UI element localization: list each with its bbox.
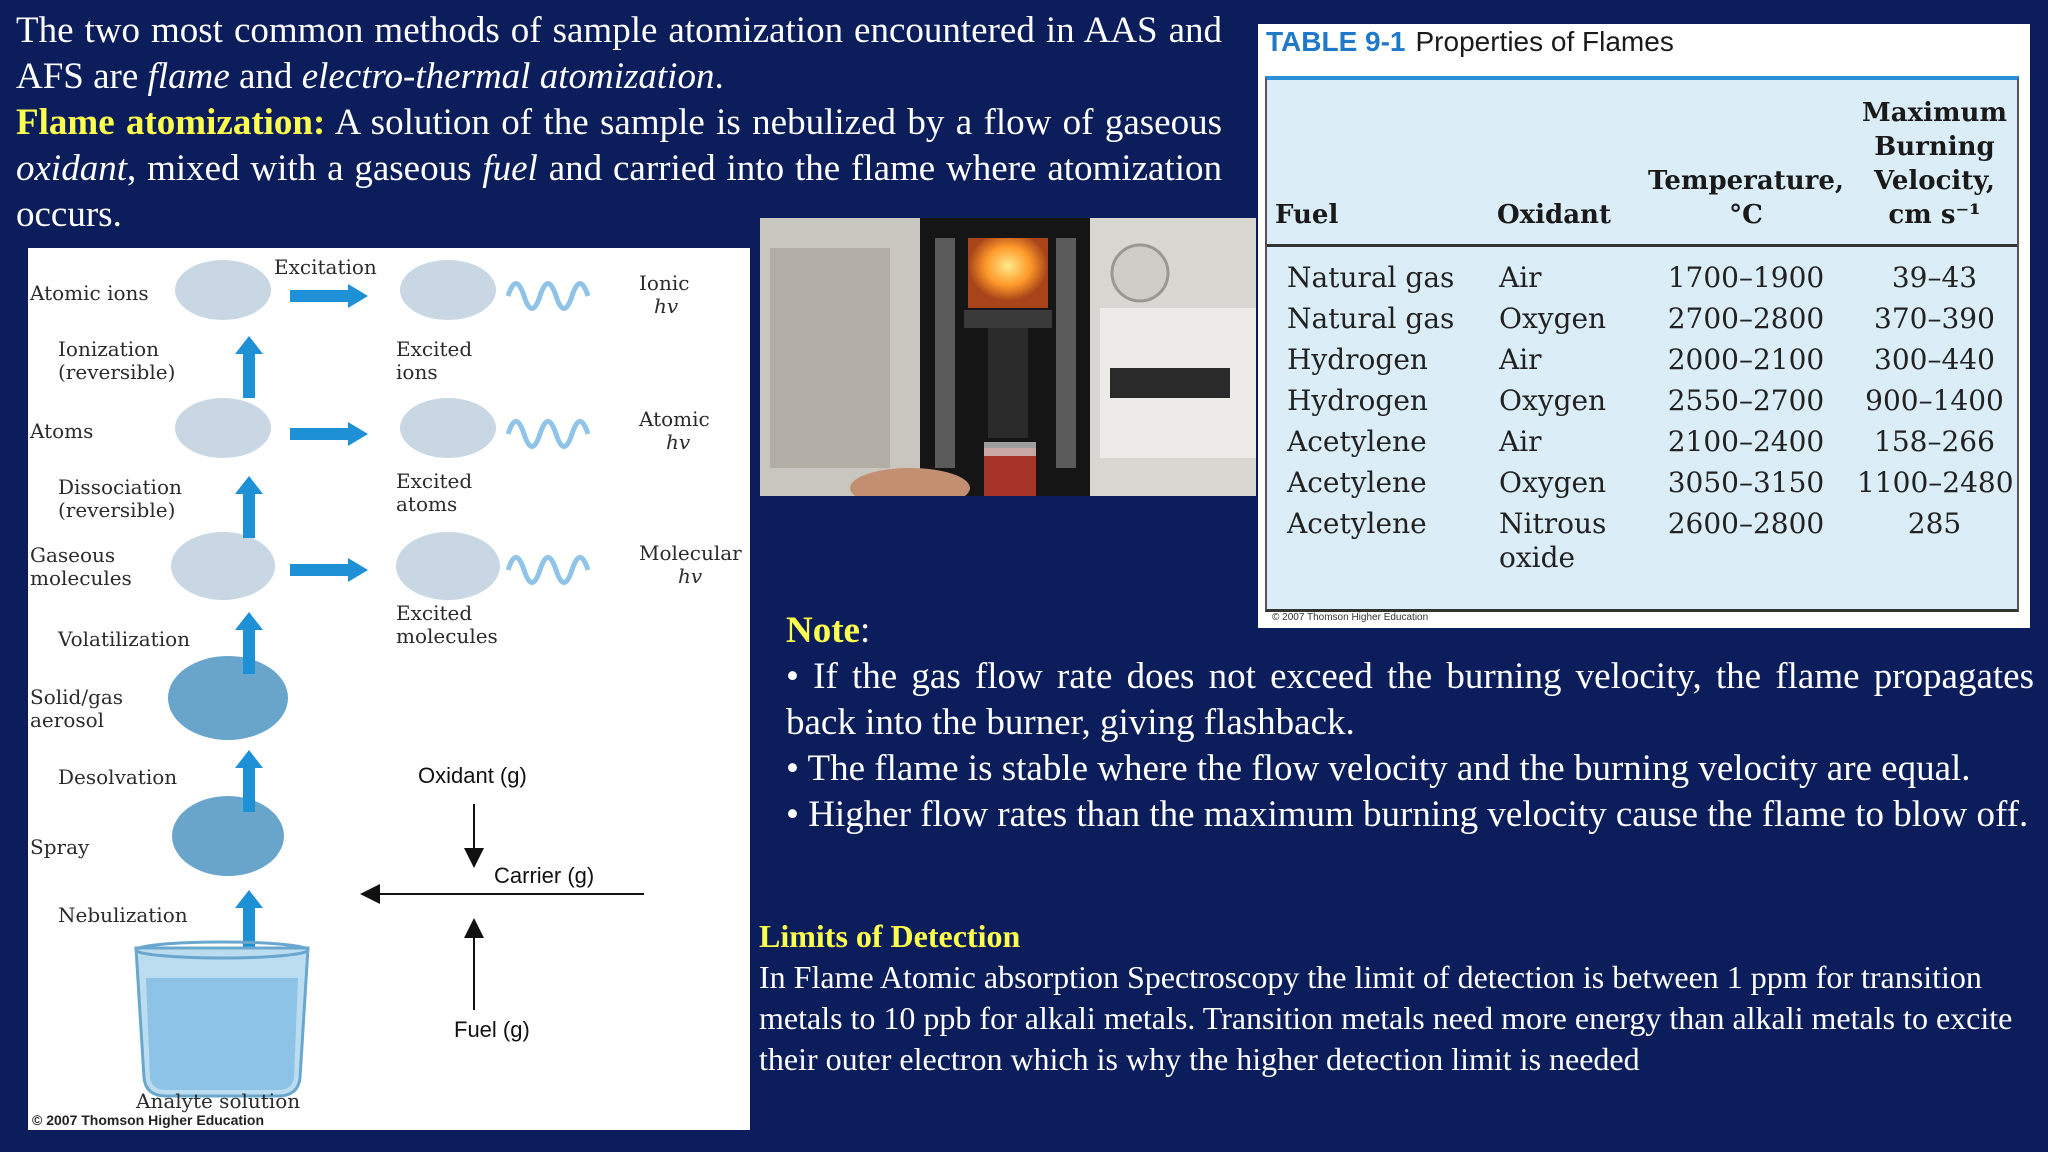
label-dissociation: Dissociation	[58, 475, 182, 499]
cell-fuel: Acetylene	[1287, 466, 1427, 499]
cell-velocity: 285	[1907, 507, 1962, 540]
lod-heading: Limits of Detection	[759, 918, 1021, 954]
header-max-burning-velocity	[1857, 96, 2012, 232]
label-nebulization: Nebulization	[58, 903, 188, 927]
beaker-icon	[136, 942, 308, 1096]
header-velocity-1: Maximum	[1862, 98, 2007, 128]
cell-velocity: 370–390	[1874, 302, 1995, 335]
table-number: TABLE 9-1	[1266, 26, 1406, 57]
flame-atomization-heading: Flame atomization:	[16, 102, 326, 143]
cell-oxidant: Air	[1499, 343, 1542, 376]
atomization-diagram	[28, 248, 750, 1130]
note-heading: Note	[786, 610, 860, 651]
header-velocity-3: Velocity,	[1874, 166, 1995, 196]
cell-velocity: 158–266	[1874, 425, 1995, 458]
header-temperature-label: Temperature,	[1648, 166, 1844, 196]
label-solid-gas: Solid/gas	[30, 685, 124, 709]
cell-fuel: Acetylene	[1287, 507, 1427, 540]
label-ionization-reversible: (reversible)	[58, 360, 176, 384]
cell-oxidant: Oxygen	[1499, 466, 1607, 499]
label-fuel-gas: Fuel (g)	[454, 1017, 530, 1042]
label-volatilization: Volatilization	[58, 627, 191, 651]
label-gaseous-molecules: molecules	[30, 566, 132, 590]
table-body	[1265, 76, 2019, 612]
flame-properties-table	[1258, 24, 2030, 628]
table-caption: Properties of Flames	[1415, 26, 1674, 57]
burner-photo-drawing	[760, 218, 1256, 496]
cell-oxidant: Air	[1499, 425, 1542, 458]
intro-paragraph	[16, 8, 1222, 238]
header-velocity-unit: cm s⁻¹	[1888, 200, 1981, 230]
limits-of-detection-section	[759, 916, 2029, 1080]
label-analyte-solution: Analyte solution	[136, 1089, 301, 1113]
intro-period: .	[714, 56, 724, 97]
cell-temperature: 2550–2700	[1667, 384, 1825, 417]
cell-oxidant: Oxygen	[1499, 384, 1607, 417]
intro-and: and	[229, 56, 302, 97]
label-gaseous: Gaseous	[30, 543, 116, 567]
cell-velocity: 1100–2480	[1857, 466, 2014, 499]
term-flame: flame	[147, 56, 230, 97]
emission-waves	[508, 284, 588, 583]
intro-text: The two most common methods of sample atomization encountered in AAS and AFS are	[16, 10, 1222, 97]
term-oxidant: oxidant	[16, 148, 127, 189]
cell-temperature: 1700–1900	[1667, 261, 1825, 294]
flame-burner-photo	[760, 218, 1256, 496]
label-atoms: Atoms	[30, 419, 94, 443]
table-header-rule	[1267, 244, 2017, 247]
cell-velocity: 39–43	[1891, 261, 1978, 294]
cell-temperature: 3050–3150	[1667, 466, 1825, 499]
label-atomic-hv: hv	[666, 430, 691, 454]
label-ionic-hv: hv	[654, 294, 679, 318]
term-fuel: fuel	[482, 148, 538, 189]
cell-oxidant: Oxygen	[1499, 302, 1607, 335]
excitation-arrows	[290, 284, 368, 582]
header-temperature-unit: °C	[1729, 200, 1763, 230]
label-carrier-gas: Carrier (g)	[494, 863, 595, 888]
label-spray: Spray	[30, 835, 90, 859]
table-title	[1266, 26, 1674, 58]
cell-temperature: 2700–2800	[1667, 302, 1825, 335]
cell-oxidant: Nitrous	[1499, 507, 1607, 540]
label-excited-atoms-2: atoms	[396, 492, 458, 516]
label-ionization: Ionization	[58, 337, 160, 361]
cell-fuel: Hydrogen	[1287, 384, 1428, 417]
cell-oxidant: Air	[1499, 261, 1542, 294]
label-dissociation-reversible: (reversible)	[58, 498, 176, 522]
flame-text-c: and carried into the flame where atomization occurs.	[16, 148, 1223, 235]
header-oxidant: Oxidant	[1497, 200, 1611, 230]
cell-fuel: Natural gas	[1287, 302, 1455, 335]
note-colon: :	[859, 610, 871, 651]
note-bullet-flashback: • If the gas flow rate does not exceed the burning velocity, the flame propagates back into the burner, giving flashback.	[786, 656, 2034, 743]
label-atomic-ions: Atomic ions	[30, 281, 149, 305]
flame-text-a: A solution of the sample is nebulized by a flow of gaseous	[325, 102, 1222, 143]
label-desolvation: Desolvation	[58, 765, 178, 789]
gas-flow-arrows	[364, 804, 644, 1010]
label-molecular: Molecular	[639, 541, 742, 565]
label-excited-ions-2: ions	[396, 360, 438, 384]
header-velocity-2: Burning	[1874, 132, 1995, 162]
term-electrothermal: electro-thermal atomization	[301, 56, 715, 97]
cell-velocity: 300–440	[1874, 343, 1995, 376]
note-bullet-blowoff: • Higher flow rates than the maximum burning velocity cause the flame to blow off.	[786, 794, 2029, 835]
cell-fuel: Hydrogen	[1287, 343, 1428, 376]
cell-velocity: 900–1400	[1865, 384, 2004, 417]
cell-temperature: 2100–2400	[1667, 425, 1825, 458]
note-bullet-stable: • The flame is stable where the flow velocity and the burning velocity are equal.	[786, 748, 1971, 789]
header-temperature	[1639, 164, 1853, 232]
lod-body: In Flame Atomic absorption Spectroscopy the limit of detection is between 1 ppm for transition metals to 10 ppb for alkali metals. Transition metals need more energy than alkali metals to excite their outer electron which is why the higher detection limit is needed	[759, 959, 2013, 1077]
cell-oxidant-continued: oxide	[1499, 541, 1576, 574]
header-fuel: Fuel	[1275, 200, 1339, 230]
label-molecular-hv: hv	[678, 564, 703, 588]
cell-temperature: 2000–2100	[1667, 343, 1825, 376]
aerosol-particles	[168, 656, 288, 876]
label-excitation: Excitation	[274, 255, 377, 279]
label-oxidant-gas: Oxidant (g)	[418, 763, 527, 788]
label-aerosol: aerosol	[30, 708, 105, 732]
cell-fuel: Acetylene	[1287, 425, 1427, 458]
cell-fuel: Natural gas	[1287, 261, 1455, 294]
note-section	[786, 608, 2034, 838]
label-excited-atoms-1: Excited	[396, 469, 473, 493]
label-excited-molecules-2: molecules	[396, 624, 498, 648]
cell-temperature: 2600–2800	[1667, 507, 1825, 540]
label-atomic: Atomic	[639, 407, 710, 431]
label-excited-molecules-1: Excited	[396, 601, 473, 625]
flame-text-b: , mixed with a gaseous	[126, 148, 483, 189]
diagram-copyright: © 2007 Thomson Higher Education	[32, 1112, 265, 1128]
label-excited-ions-1: Excited	[396, 337, 473, 361]
label-ionic: Ionic	[639, 271, 690, 295]
table-copyright: © 2007 Thomson Higher Education	[1272, 612, 1429, 623]
